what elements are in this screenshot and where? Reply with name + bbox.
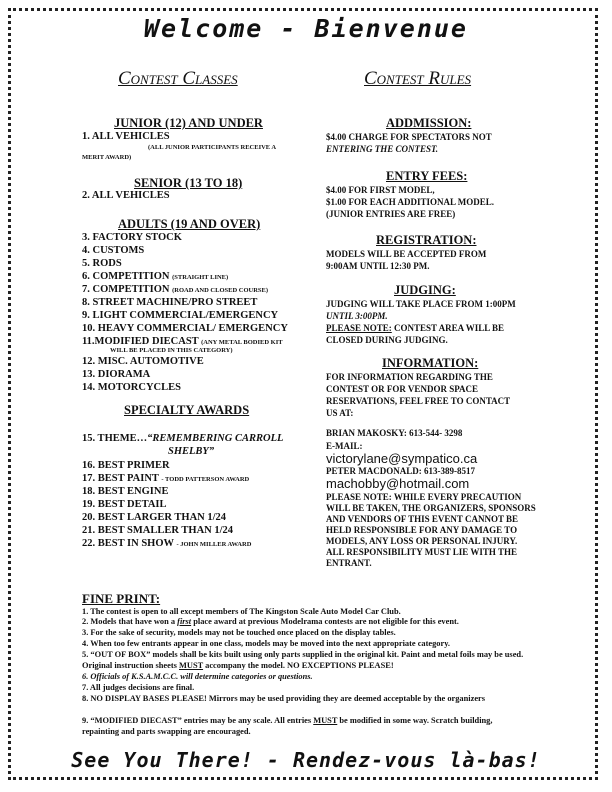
adult-item: 9. LIGHT COMMERCIAL/EMERGENCY — [82, 310, 279, 321]
adult-item: 14. MOTORCYCLES — [82, 382, 181, 393]
fine-print-rule: 1. The contest is open to all except members of The Kingston Scale Auto Model Car Club. — [82, 607, 401, 616]
senior-heading: SENIOR (13 TO 18) — [134, 176, 243, 190]
fine-print-rule: 2. Models that have won a first place award at previous Modelrama contests are not eligible for this event. — [82, 617, 459, 626]
adult-item: 13. DIORAMA — [82, 369, 151, 380]
judging-text: CLOSED DURING JUDGING. — [326, 335, 448, 345]
disclaimer-text: AND VENDORS OF THIS EVENT CANNOT BE — [326, 514, 519, 524]
specialty-item: 17. BEST PAINT - TODD PATTERSON AWARD — [82, 473, 250, 484]
fine-print-title: FINE PRINT: — [82, 591, 161, 606]
information-text: FOR INFORMATION REGARDING THE — [326, 372, 493, 382]
fees-text: $4.00 FOR FIRST MODEL, — [326, 185, 435, 195]
adult-item: 7. COMPETITION (ROAD AND CLOSED COURSE) — [82, 284, 269, 295]
contact-brian: BRIAN MAKOSKY: 613-544- 3298 — [326, 428, 463, 438]
fine-print-rule: 8. NO DISPLAY BASES PLEASE! Mirrors may be used providing they are deemed acceptable by the organizers — [82, 694, 486, 703]
adult-item: 11.MODIFIED DIECAST (ANY METAL BODIED KIT — [82, 336, 283, 347]
adult-item: 12. MISC. AUTOMOTIVE — [82, 356, 204, 367]
specialty-item: 22. BEST IN SHOW - JOHN MILLER AWARD — [82, 538, 252, 549]
fees-text: $1.00 FOR EACH ADDITIONAL MODEL. — [326, 197, 495, 207]
information-text: CONTEST OR FOR VENDOR SPACE — [326, 384, 479, 394]
adult-item: 10. HEAVY COMMERCIAL/ EMERGENCY — [82, 323, 288, 334]
specialty-item: 21. BEST SMALLER THAN 1/24 — [82, 525, 234, 536]
page-header: Welcome - Bienvenue — [144, 14, 468, 43]
information-heading: INFORMATION: — [382, 356, 479, 370]
page-footer: See You There! - Rendez-vous là-bas! — [71, 748, 541, 772]
registration-heading: REGISTRATION: — [376, 233, 477, 247]
contest-classes-title: Contest Classes — [118, 68, 238, 89]
theme-title-cont: SHELBY” — [168, 446, 215, 457]
junior-item: 1. ALL VEHICLES — [82, 131, 170, 142]
fine-print-rule: 5. “OUT OF BOX” models shall be kits built using only parts supplied in the original kit. Paint and metal foils may be used. Original instruction sheets MUST accompany the model. NO EXCEPTIONS PLEASE! — [82, 650, 524, 670]
junior-note-cont: MERIT AWARD) — [82, 154, 132, 161]
fees-text: (JUNIOR ENTRIES ARE FREE) — [326, 209, 456, 219]
disclaimer-text: ALL RESPONSIBILITY MUST LIE WITH THE — [326, 547, 517, 557]
judging-text: PLEASE NOTE: CONTEST AREA WILL BE — [326, 323, 504, 333]
specialty-item: 18. BEST ENGINE — [82, 486, 169, 497]
admission-heading: ADDMISSION: — [386, 116, 472, 130]
fine-print-rule: 3. For the sake of security, models may not be touched once placed on the display tables. — [82, 628, 396, 637]
specialty-heading: SPECIALTY AWARDS — [124, 403, 250, 417]
admission-text: $4.00 CHARGE FOR SPECTATORS NOT — [326, 132, 492, 142]
adult-item: 5. RODS — [82, 258, 122, 269]
judging-heading: JUDGING: — [394, 283, 456, 297]
adult-item: 8. STREET MACHINE/PRO STREET — [82, 297, 258, 308]
admission-text: ENTERING THE CONTEST. — [326, 144, 438, 154]
junior-note: (ALL JUNIOR PARTICIPANTS RECEIVE A — [148, 144, 277, 151]
adults-heading: ADULTS (19 AND OVER) — [118, 217, 261, 231]
fine-print-rule: 6. Officials of K.S.A.M.C.C. will determine categories or questions. — [82, 672, 313, 681]
disclaimer-text: WILL BE TAKEN, THE ORGANIZERS, SPONSORS — [326, 503, 536, 513]
fine-print-rule: 7. All judges decisions are final. — [82, 683, 195, 692]
contest-rules-title: Contest Rules — [364, 68, 472, 89]
information-text: US AT: — [326, 408, 354, 418]
adult-item: 6. COMPETITION (STRAIGHT LINE) — [82, 271, 229, 282]
email-link[interactable]: victorylane@sympatico.ca — [326, 451, 478, 466]
disclaimer-text: ENTRANT. — [326, 558, 372, 568]
judging-text: UNTIL 3:00PM. — [326, 311, 388, 321]
registration-text: MODELS WILL BE ACCEPTED FROM — [326, 249, 487, 259]
fees-heading: ENTRY FEES: — [386, 169, 468, 183]
adult-note: WILL BE PLACED IN THIS CATEGORY) — [110, 347, 233, 354]
junior-heading: JUNIOR (12) AND UNDER — [114, 116, 263, 130]
fine-print-rule: 4. When too few entrants appear in one class, models may be moved into the next appropriate category. — [82, 639, 451, 648]
information-text: RESERVATIONS, FEEL FREE TO CONTACT — [326, 396, 511, 406]
email-label: E-MAIL: — [326, 441, 363, 451]
judging-text: JUDGING WILL TAKE PLACE FROM 1:00PM — [326, 299, 516, 309]
specialty-item: 20. BEST LARGER THAN 1/24 — [82, 512, 227, 523]
theme-item: 15. THEME…“REMEMBERING CARROLL — [82, 433, 284, 444]
adult-item: 4. CUSTOMS — [82, 245, 145, 256]
senior-item: 2. ALL VEHICLES — [82, 190, 170, 201]
contact-peter: PETER MACDONALD: 613-389-8517 — [326, 466, 475, 476]
disclaimer-text: PLEASE NOTE: WHILE EVERY PRECAUTION — [326, 492, 522, 502]
specialty-item: 19. BEST DETAIL — [82, 499, 167, 510]
specialty-item: 16. BEST PRIMER — [82, 460, 170, 471]
email-link[interactable]: machobby@hotmail.com — [326, 476, 470, 491]
adult-item: 3. FACTORY STOCK — [82, 232, 182, 243]
disclaimer-text: HELD RESPONSIBLE FOR ANY DAMAGE TO — [326, 525, 518, 535]
registration-text: 9:00AM UNTIL 12:30 PM. — [326, 261, 430, 271]
disclaimer-text: MODELS, ANY LOSS OR PERSONAL INJURY. — [326, 536, 518, 546]
fine-print-rule: 9. “MODIFIED DIECAST” entries may be any scale. All entries MUST be modified in some way. Scratch building, repainting and parts swapping are encouraged. — [82, 716, 493, 736]
